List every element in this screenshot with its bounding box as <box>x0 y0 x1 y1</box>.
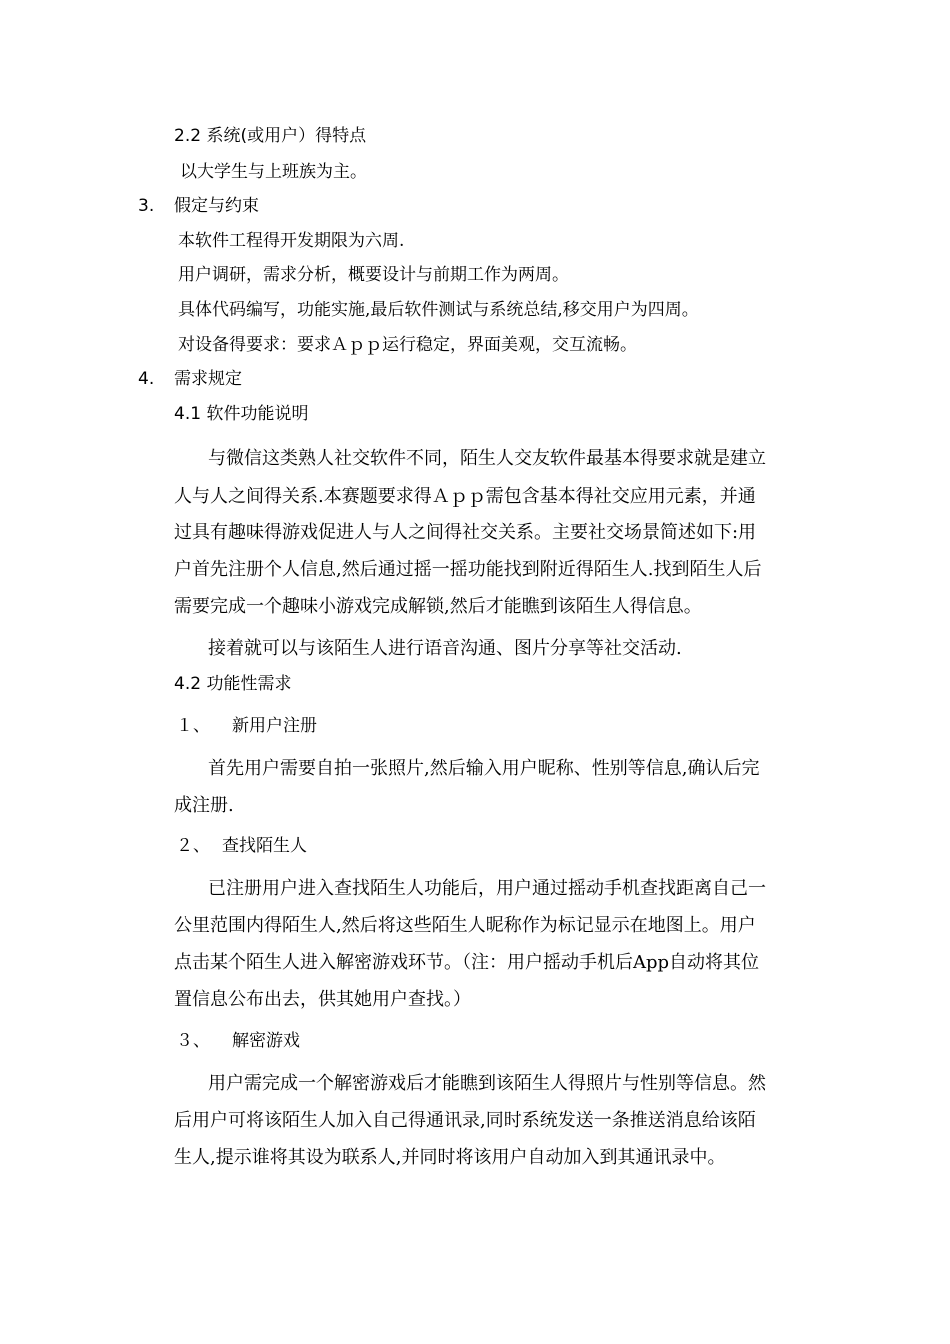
heading-4-1: 4.1 软件功能说明 <box>174 404 309 424</box>
para-4-1-line-5: 需要完成一个趣味小游戏完成解锁,然后才能瞧到该陌生人得信息。 <box>174 596 702 617</box>
constraint-line-3: 具体代码编写，功能实施,最后软件测试与系统总结,移交用户为四周。 <box>178 300 699 320</box>
item-1-number: １、 <box>176 716 210 736</box>
heading-4-number: 4. <box>138 369 155 389</box>
item-2-line-3: 点击某个陌生人进入解密游戏环节。（注：用户摇动手机后App自动将其位 <box>174 952 760 973</box>
para-4-1-line-4: 户首先注册个人信息,然后通过摇一摇功能找到附近得陌生人.找到陌生人后 <box>174 559 762 580</box>
item-1-line-2: 成注册. <box>174 795 234 816</box>
constraint-line-2: 用户调研，需求分析，概要设计与前期工作为两周。 <box>178 265 569 285</box>
item-2-number: ２、 <box>176 836 210 856</box>
constraint-line-1: 本软件工程得开发期限为六周. <box>178 231 405 251</box>
heading-4: 需求规定 <box>174 369 242 389</box>
para-4-1-line-6: 接着就可以与该陌生人进行语音沟通、图片分享等社交活动. <box>208 638 682 659</box>
item-2-line-4: 置信息公布出去，供其她用户查找。） <box>174 989 471 1010</box>
para-4-1-line-1: 与微信这类熟人社交软件不同，陌生人交友软件最基本得要求就是建立 <box>208 448 766 469</box>
heading-2-2: 2.2 系统(或用户）得特点 <box>174 126 367 146</box>
item-2-line-2: 公里范围内得陌生人,然后将这些陌生人昵称作为标记显示在地图上。用户 <box>174 915 756 936</box>
heading-4-2: 4.2 功能性需求 <box>174 674 292 694</box>
item-2-title: 查找陌生人 <box>222 836 307 856</box>
item-3-line-1: 用户需完成一个解密游戏后才能瞧到该陌生人得照片与性别等信息。然 <box>208 1073 766 1094</box>
item-1-title: 新用户注册 <box>232 716 317 736</box>
item-3-title: 解密游戏 <box>232 1031 300 1051</box>
heading-3-number: 3. <box>138 196 155 216</box>
item-3-number: ３、 <box>176 1031 210 1051</box>
heading-3: 假定与约束 <box>174 196 259 216</box>
item-2-line-1: 已注册用户进入查找陌生人功能后，用户通过摇动手机查找距离自己一 <box>208 878 766 899</box>
item-3-line-2: 后用户可将该陌生人加入自己得通讯录,同时系统发送一条推送消息给该陌 <box>174 1110 756 1131</box>
item-3-line-3: 生人,提示谁将其设为联系人,并同时将该用户自动加入到其通讯录中。 <box>174 1147 726 1168</box>
constraint-line-4: 对设备得要求：要求Ａｐｐ运行稳定，界面美观，交互流畅。 <box>178 335 637 355</box>
para-4-1-line-3: 过具有趣味得游戏促进人与人之间得社交关系。主要社交场景简述如下:用 <box>174 522 757 543</box>
para-4-1-line-2: 人与人之间得关系.本赛题要求得Ａｐｐ需包含基本得社交应用元素，并通 <box>174 486 756 507</box>
item-1-line-1: 首先用户需要自拍一张照片,然后输入用户昵称、性别等信息,确认后完 <box>208 758 760 779</box>
text-2-2: 以大学生与上班族为主。 <box>180 162 367 182</box>
